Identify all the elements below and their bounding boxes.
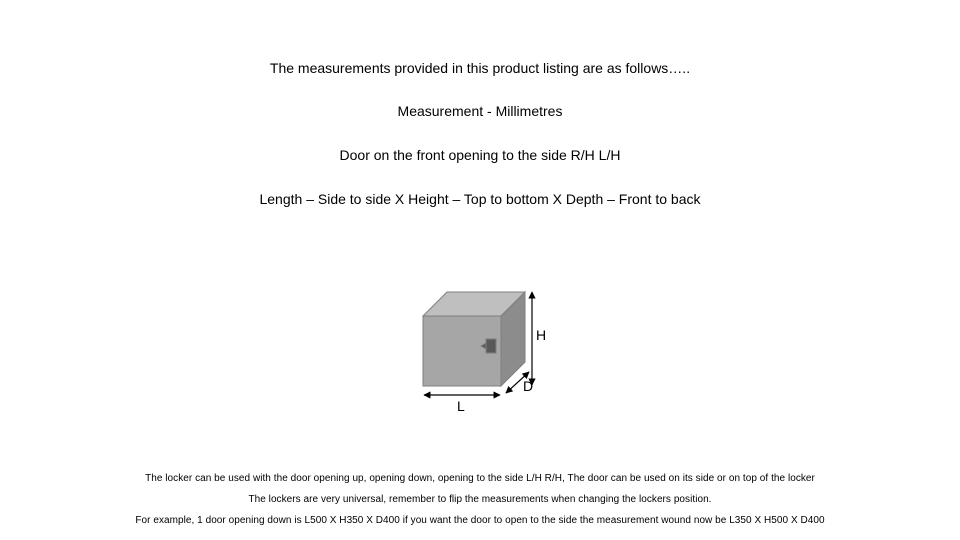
door-text: Door on the front opening to the side R/H L/H (339, 147, 621, 163)
cube-icon (423, 292, 525, 386)
dimensions-text: Length – Side to side X Height – Top to bottom X Depth – Front to back (259, 191, 701, 207)
length-label: L (457, 398, 465, 414)
depth-label: D (523, 378, 534, 394)
intro-text: The measurements provided in this product listing are as follows….. (269, 60, 691, 76)
example-note: For example, 1 door opening down is L500 X H350 X D400 if you want the door to open to the side the measurement wound now be L350 X H500 X D400 (135, 515, 825, 526)
locker-diagram (400, 280, 570, 420)
height-label: H (536, 327, 547, 343)
universal-note: The lockers are very universal, remember to flip the measurements when changing the lockers position. (248, 494, 712, 505)
units-text: Measurement - Millimetres (397, 103, 563, 119)
door-handle (486, 339, 496, 353)
orientation-note: The locker can be used with the door opening up, opening down, opening to the side L/H R/H, The door can be used on its side or on top of the locker (145, 473, 815, 484)
